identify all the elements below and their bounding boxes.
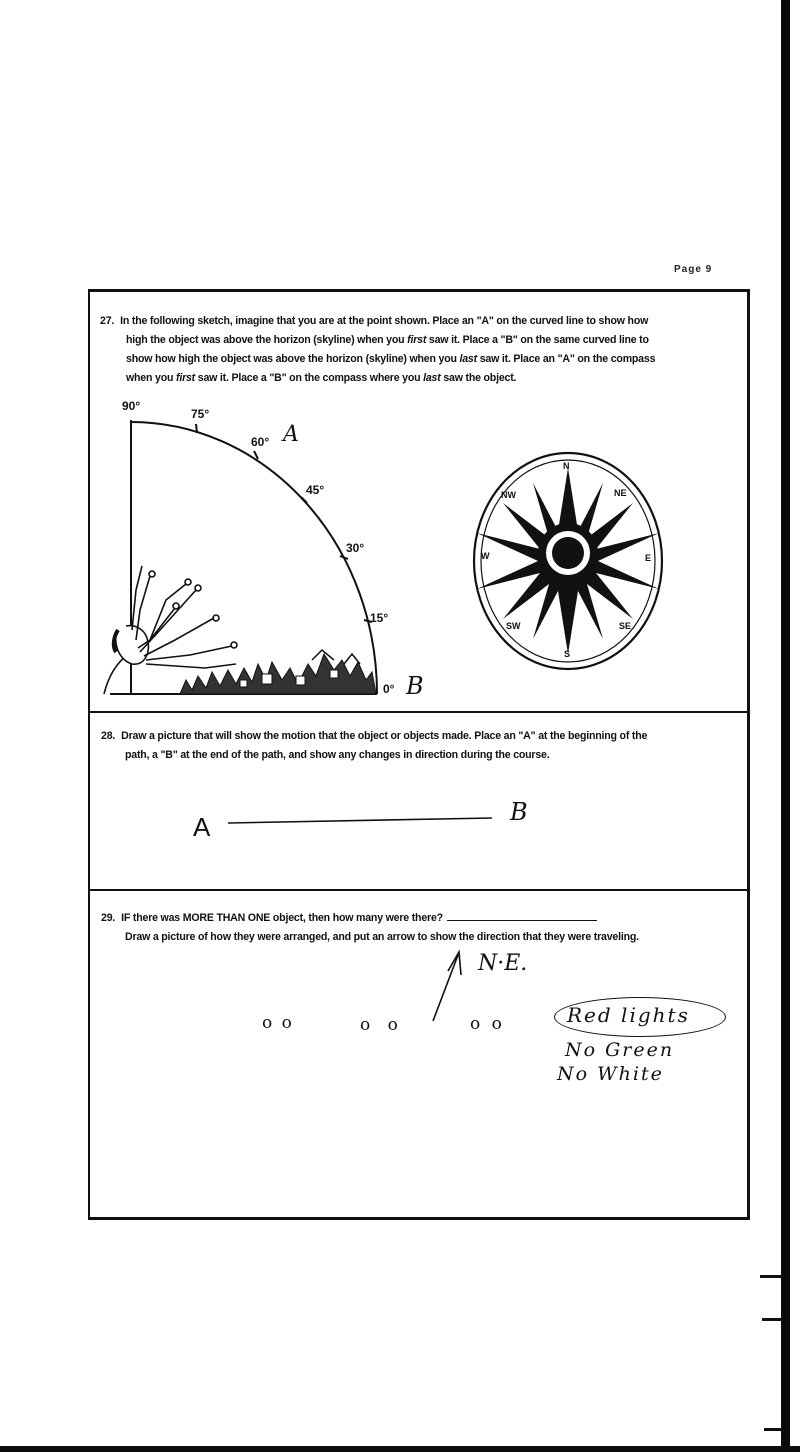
q28-line2: path, a "B" at the end of the path, and show any changes in direction during the course. [125, 749, 550, 761]
angle-45: 45° [306, 483, 325, 497]
compass-rose [474, 453, 662, 669]
motion-path-line [228, 818, 492, 823]
angle-90: 90° [122, 399, 141, 413]
question-number: 29. [101, 912, 116, 924]
q27-line4c: saw it. Place a "B" on the compass where you [195, 372, 424, 384]
light-pair-2: o o [360, 1015, 404, 1035]
q29-line1: IF there was MORE THAN ONE object, then how many were there? [121, 912, 443, 924]
horizon-treeline-illustration [180, 650, 376, 694]
light-pair-1: o o [262, 1013, 294, 1033]
path-start-a: A [193, 812, 211, 842]
direction-label: N·E. [478, 951, 528, 976]
q27-line3a: show how high the object was above the horizon (skyline) when you [126, 353, 460, 365]
q28-line1: Draw a picture that will show the motion that the object or objects made. Place an "A" at the beginning of the [121, 730, 648, 742]
answer-b-mark: B [406, 672, 424, 700]
path-end-b: B [510, 798, 528, 826]
q27-line2b: first [407, 334, 427, 346]
tick-75 [196, 424, 197, 433]
light-pair-3: o o [470, 1014, 505, 1034]
count-answer-blank[interactable] [447, 920, 597, 921]
compass-nw: NW [501, 490, 516, 500]
compass-hub-center [552, 537, 584, 569]
q27-line4e: saw the object. [440, 372, 517, 384]
q29-line2: Draw a picture of how they were arranged, and put an arrow to show the direction that they were traveling. [125, 931, 639, 943]
tick-30 [340, 556, 348, 559]
question-29-text [101, 909, 741, 947]
compass-se: SE [619, 621, 632, 631]
question-number: 28. [101, 730, 116, 742]
compass-w: W [481, 551, 490, 561]
q27-line2a: high the object was above the horizon (skyline) when you [126, 334, 408, 346]
q27-line4d: last [423, 372, 441, 384]
note-red-lights: Red lights [567, 1003, 690, 1027]
compass-n: N [563, 461, 570, 471]
compass-ne: NE [614, 488, 627, 498]
angle-15: 15° [370, 611, 389, 625]
angle-75: 75° [191, 407, 210, 421]
q27-line3b: last [459, 353, 477, 365]
answer-a-mark: A [283, 422, 299, 447]
question-28-text [101, 727, 741, 765]
angle-30: 30° [346, 541, 365, 555]
q27-line2c: saw it. Place a "B" on the same curved line to [426, 334, 649, 346]
direction-arrow-shaft [433, 955, 458, 1021]
angle-0: 0° [383, 682, 395, 696]
observer-figure-illustration [104, 566, 237, 694]
elevation-arc [131, 422, 377, 694]
note-no-green: No Green [565, 1039, 675, 1061]
q27-line4b: first [176, 372, 196, 384]
question-number: 27. [100, 315, 115, 327]
note-no-white: No White [557, 1063, 664, 1085]
compass-e: E [645, 553, 652, 563]
q27-line1: In the following sketch, imagine that you are at the point shown. Place an "A" on the curved line to show how [120, 315, 649, 327]
angle-60: 60° [251, 435, 270, 449]
q27-line4a: when you [126, 372, 176, 384]
compass-sw: SW [506, 621, 521, 631]
compass-s: S [564, 649, 571, 659]
page-number: Page 9 [674, 264, 713, 275]
q27-line3c: saw it. Place an "A" on the compass [476, 353, 656, 365]
